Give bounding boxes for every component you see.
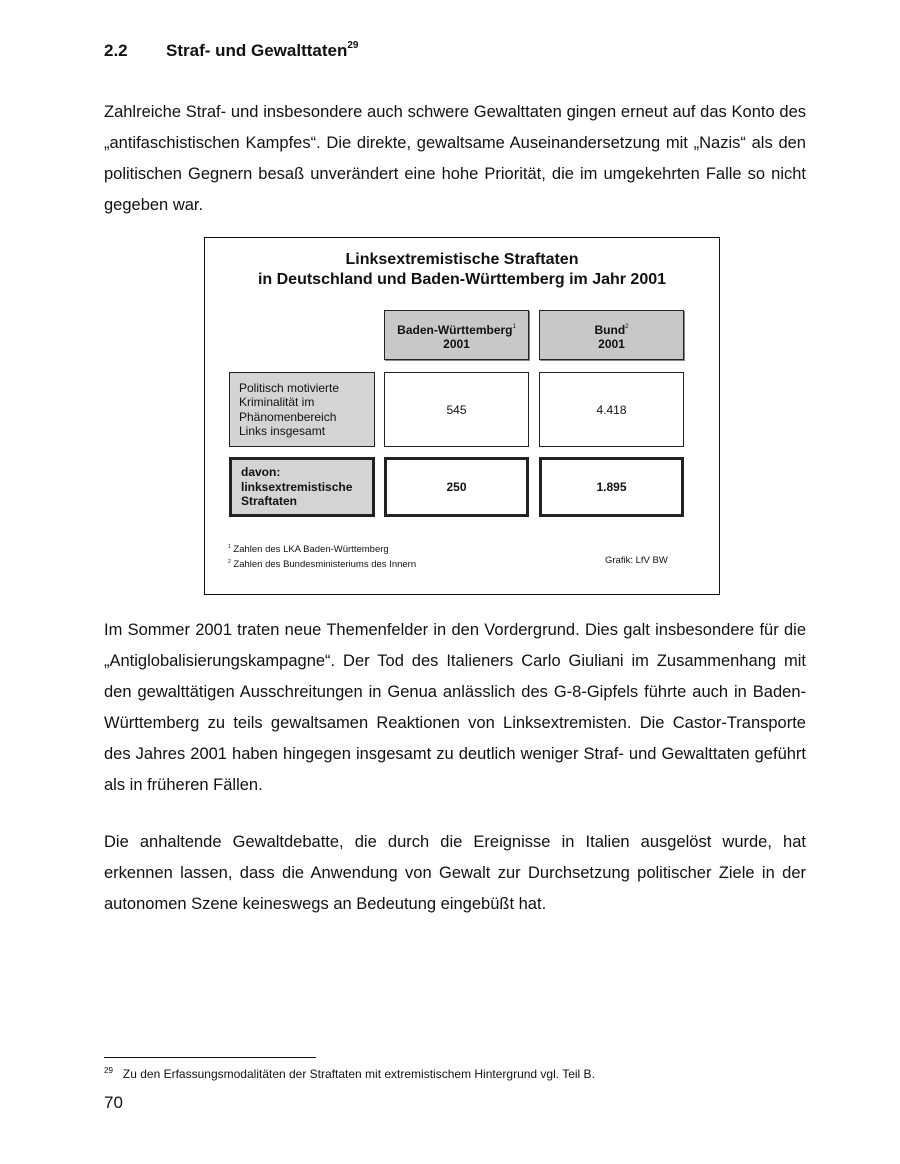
paragraph-2-text: Im Sommer 2001 traten neue Themenfelder in den Vordergrund. Dies galt insbesondere für die „Antiglobalisierungskampagne“. Der Tod des Italieners Carlo Giuliani im Zusammenhang mit den gewalttätigen Ausschreitungen in Genua anlässlich des G-8-Gipfels führte auch in Baden-Württemberg zu teils gewaltsamen Reaktionen von Linksextremisten. Die Castor-Transporte des Jahres 2001 haben hingegen insgesamt zu deutlich weniger Straf- und Gewalttaten geführt als in früheren Fällen. xyxy=(104,621,806,794)
paragraph-3 xyxy=(104,827,806,920)
figure-credit: Grafik: LfV BW xyxy=(605,555,668,566)
footnote-number: 29 xyxy=(104,1066,113,1075)
figure-note-text: Zahlen des Bundesministeriums des Innern xyxy=(233,559,417,570)
row-label-line: Kriminalität im xyxy=(239,395,315,409)
figure-notes xyxy=(228,541,416,571)
column-header-bund xyxy=(539,310,684,360)
figure-note-text: Zahlen des LKA Baden-Württemberg xyxy=(233,544,389,555)
column-header-name: Baden-Württemberg xyxy=(397,322,513,337)
section-number: 2.2 xyxy=(104,41,128,60)
column-header-sup: 1 xyxy=(512,323,516,330)
figure-note-2 xyxy=(228,556,416,571)
row-label-line: Politisch motivierte xyxy=(239,380,340,395)
value-bund-insgesamt: 4.418 xyxy=(539,372,684,447)
section-title: Straf- und Gewalttaten xyxy=(166,41,348,60)
statistics-figure xyxy=(204,237,720,595)
paragraph-1 xyxy=(104,97,806,221)
figure-title-line-2: in Deutschland und Baden-Württemberg im Jahr 2001 xyxy=(257,271,667,288)
row-label-line: linksextremistische xyxy=(241,479,353,494)
footnote-separator xyxy=(104,1057,316,1058)
figure-note-sup: 2 xyxy=(228,559,231,565)
footnote-text: Zu den Erfassungsmodalitäten der Straftaten mit extremistischem Hintergrund vgl. Teil B. xyxy=(122,1067,595,1081)
column-header-name: Bund xyxy=(594,322,626,337)
footnote xyxy=(104,1066,595,1081)
row-label-links-insgesamt xyxy=(229,372,375,447)
footnote-reference[interactable]: 29 xyxy=(347,40,359,51)
paragraph-3-text: Die anhaltende Gewaltdebatte, die durch die Ereignisse in Italien ausgelöst wurde, hat erkennen lassen, dass die Anwendung von Gewalt zur Durchsetzung politischer Ziele in der autonomen Szene keineswegs an Bedeutung eingebüßt hat. xyxy=(104,833,806,913)
value-bw-linksextremistisch: 250 xyxy=(384,457,529,517)
paragraph-2 xyxy=(104,615,806,801)
column-header-year: 2001 xyxy=(443,336,470,351)
paragraph-1-text: Zahlreiche Straf- und insbesondere auch schwere Gewalttaten gingen erneut auf das Konto des „antifaschistischen Kampfes“. Die direkte, gewaltsame Auseinandersetzung mit „Nazis“ als den politischen Gegnern besaß unverändert eine hohe Priorität, die im umgekehrten Falle so nicht gegeben war. xyxy=(104,103,806,214)
row-label-line: davon: xyxy=(241,465,281,480)
value-bw-insgesamt: 545 xyxy=(384,372,529,447)
column-header-baden-wuerttemberg xyxy=(384,310,529,360)
column-header-sup: 2 xyxy=(625,323,629,330)
column-header-year: 2001 xyxy=(598,336,625,351)
figure-title-line-1: Linksextremistische Straftaten xyxy=(345,251,579,268)
row-label-line: Straftaten xyxy=(241,494,298,509)
figure-note-sup: 1 xyxy=(228,544,231,550)
row-label-line: Phänomenbereich xyxy=(239,409,337,424)
section-heading xyxy=(104,40,358,61)
row-label-linksextremistisch xyxy=(229,457,375,517)
value-bund-linksextremistisch: 1.895 xyxy=(539,457,684,517)
page-number: 70 xyxy=(104,1093,123,1112)
figure-title xyxy=(205,250,719,290)
row-label-line: Links insgesamt xyxy=(239,424,326,438)
figure-note-1 xyxy=(228,541,416,556)
